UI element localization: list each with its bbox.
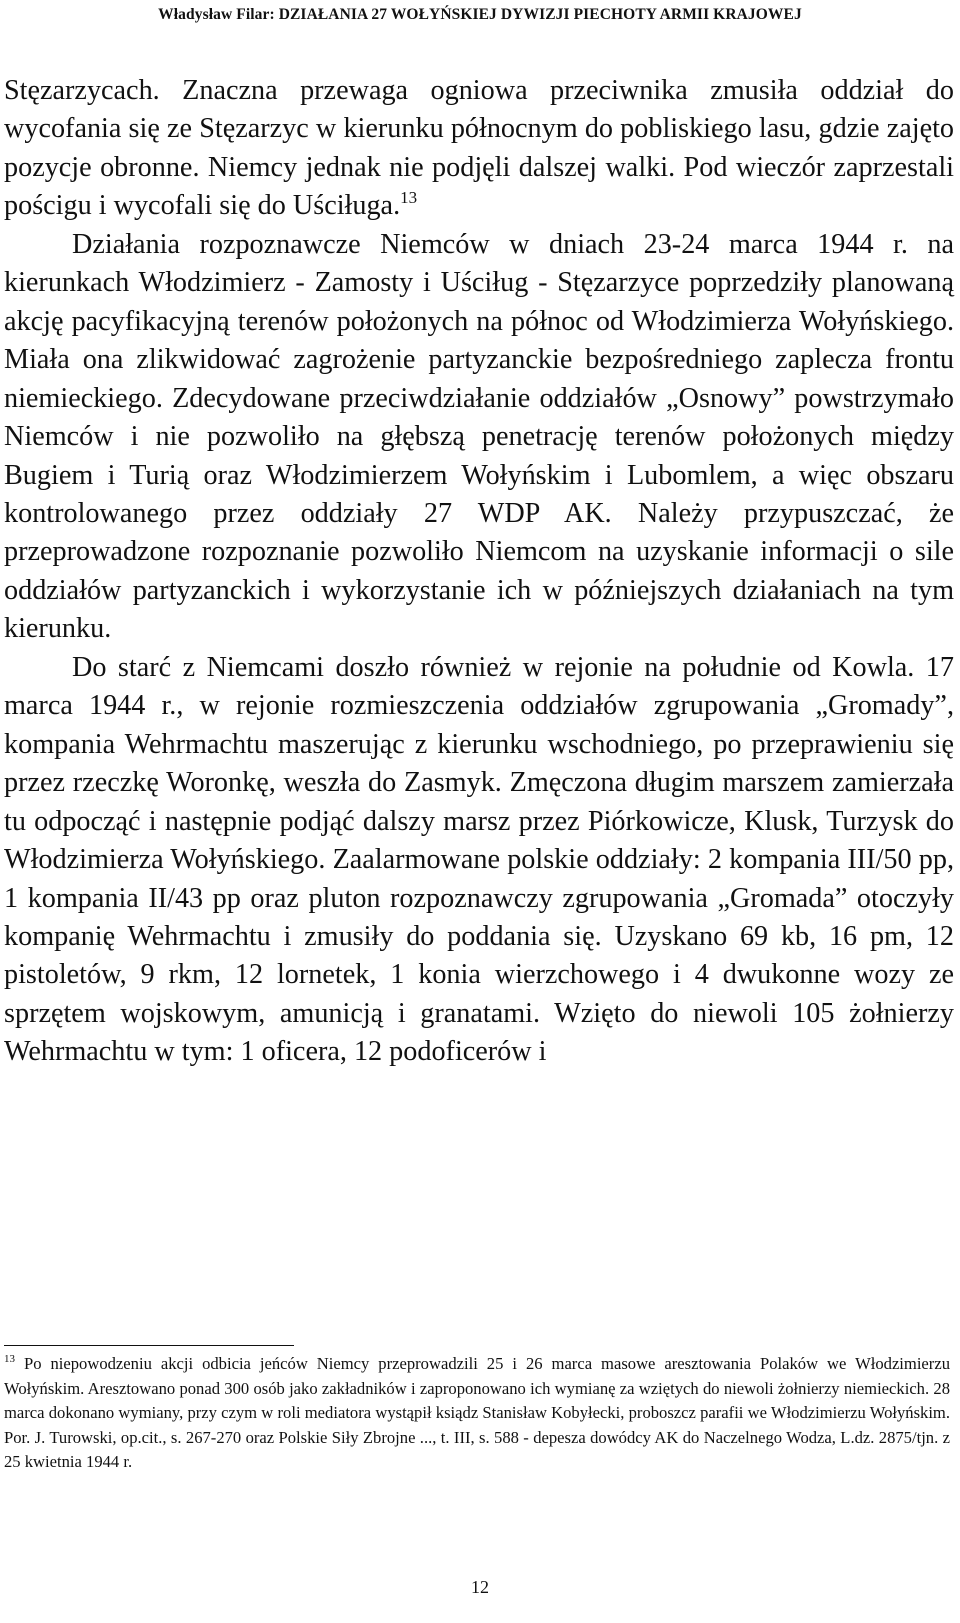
footnote-text: Po niepowodzeniu akcji odbicia jeńców Niemcy przeprowadzili 25 i 26 marca masowe aresztowania Polaków we Włodzimierzu Wołyńskim. Aresztowano ponad 300 osób jako zakładników i zaproponowano ich wymianę za wziętych do niewoli żołnierzy niemieckich. 28 marca dokonano wymiany, przy czym w roli mediatora wystąpił ksiądz Stanisław Kobyłecki, proboszcz parafii we Włodzimierzu Wołyńskim. Por. J. Turowski, op.cit., s. 267-270 oraz Polskie Siły Zbrojne ..., t. III, s. 588 - depesza dowódcy AK do Naczelnego Wodza, L.dz. 2875/tjn. z 25 kwietnia 1944 r. bbox=[4, 1354, 950, 1472]
paragraph-2: Działania rozpoznawcze Niemców w dniach 23-24 marca 1944 r. na kierunkach Włodzimierz - Zamosty i Uściług - Stęzarzyce poprzedziły planowaną akcję pacyfikacyjną terenów położonych na północ od Włodzimierza Wołyńskiego. Miała ona zlikwidować zagrożenie partyzanckie bezpośredniego zaplecza frontu niemieckiego. Zdecydowane przeciwdziałanie oddziałów „Osnowy” powstrzymało Niemców i nie pozwoliło na głębszą penetrację terenów położonych między Bugiem i Turią oraz Włodzimierzem Wołyńskim i Lubomlem, a więc obszaru kontrolowanego przez oddziały 27 WDP AK. Należy przypuszczać, że przeprowadzone rozpoznanie pozwoliło Niemcom na uzyskanie informacji o sile oddziałów partyzanckich i wykorzystanie ich w późniejszych działaniach na tym kierunku. bbox=[4, 228, 954, 645]
footnote-marker: 13 bbox=[4, 1353, 15, 1365]
paragraph-1 bbox=[4, 72, 954, 226]
footnote bbox=[4, 1352, 950, 1475]
running-header: Władysław Filar: DZIAŁANIA 27 WOŁYŃSKIEJ DYWIZJI PIECHOTY ARMII KRAJOWEJ bbox=[158, 6, 802, 23]
body-text bbox=[4, 72, 954, 1072]
footnote-separator bbox=[4, 1345, 294, 1346]
footnote-reference[interactable]: 13 bbox=[400, 188, 418, 208]
paragraph-3: Do starć z Niemcami doszło również w rejonie na południe od Kowla. 17 marca 1944 r., w rejonie rozmieszczenia oddziałów zgrupowania „Gromady”, kompania Wehrmachtu maszerując z kierunku wschodniego, po przeprawieniu się przez rzeczkę Woronkę, weszła do Zasmyk. Zmęczona długim marszem zamierzała tu odpocząć i następnie podjąć dalszy marsz przez Piórkowicze, Klusk, Turzysk do Włodzimierza Wołyńskiego. Zaalarmowane polskie oddziały: 2 kompania III/50 pp, 1 kompania II/43 pp oraz pluton rozpoznawczy zgrupowania „Gromada” otoczyły kompanię Wehrmachtu i zmusiły do poddania się. Uzyskano 69 kb, 16 pm, 12 pistoletów, 9 rkm, 12 lornetek, 1 konia wierzchowego i 4 dwukonne wozy ze sprzętem wojskowym, amunicją i granatami. Wzięto do niewoli 105 żołnierzy Wehrmachtu w tym: 1 oficera, 12 podoficerów i bbox=[4, 651, 954, 1068]
paragraph-1-text: Stęzarzycach. Znaczna przewaga ogniowa przeciwnika zmusiła oddział do wycofania się ze Stęzarzyc w kierunku północnym do pobliskiego lasu, gdzie zajęto pozycje obronne. Niemcy jednak nie podjęli dalszej walki. Pod wieczór zaprzestali pościgu i wycofali się do Uściługa. bbox=[4, 75, 954, 222]
page-number: 12 bbox=[471, 1577, 489, 1597]
